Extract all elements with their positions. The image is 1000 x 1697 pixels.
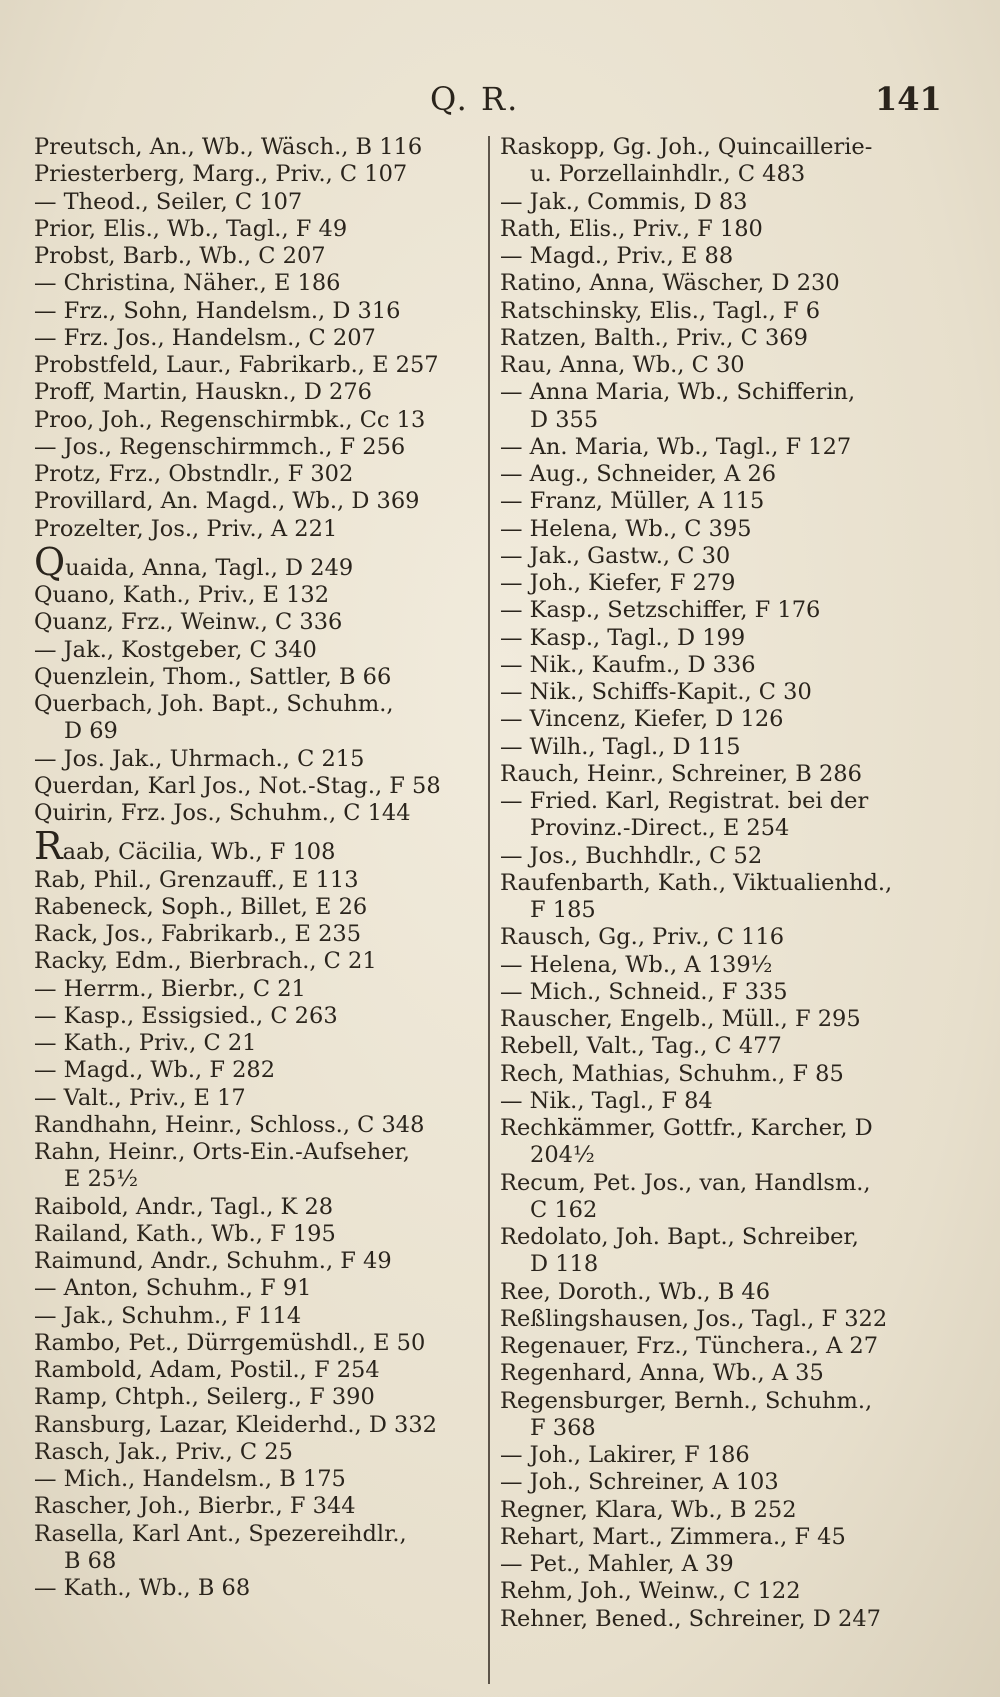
directory-entry: Rahn, Heinr., Orts-Ein.-Aufseher, [34,1139,410,1165]
section-initial: R [34,824,63,869]
directory-entry: — Kasp., Setzschiffer, F 176 [500,597,821,624]
directory-entry: C 162 [530,1196,598,1223]
page-number: 141 [875,80,942,118]
directory-entry: Quirin, Frz. Jos., Schuhm., C 144 [34,800,411,826]
directory-entry: Ratino, Anna, Wäscher, D 230 [500,270,840,297]
directory-entry: — Pet., Mahler, A 39 [500,1551,734,1577]
directory-entry: Ratzen, Balth., Priv., C 369 [500,324,808,351]
column-divider [488,136,490,1684]
directory-entry: Quenzlein, Thom., Sattler, B 66 [34,663,392,690]
directory-entry: Raibold, Andr., Tagl., K 28 [34,1193,334,1220]
directory-entry: — Joh., Kiefer, F 279 [500,570,736,596]
directory-entry: — Magd., Wb., F 282 [34,1057,276,1084]
directory-entry: Querbach, Joh. Bapt., Schuhm., [34,691,394,717]
directory-entry: B 68 [64,1547,117,1574]
directory-entry: — Christina, Näher., E 186 [34,270,341,297]
directory-entry: — Mich., Handelsm., B 175 [34,1466,346,1492]
directory-entry: Rab, Phil., Grenzauff., E 113 [34,866,359,893]
directory-entry: — Jak., Commis, D 83 [500,188,748,215]
directory-entry: Quanz, Frz., Weinw., C 336 [34,609,343,636]
directory-entry: — Jos., Buchhdlr., C 52 [500,842,763,869]
directory-entry: Ree, Doroth., Wb., B 46 [500,1278,771,1305]
directory-entry: Rascher, Joh., Bierbr., F 344 [34,1493,356,1520]
directory-entry: Rack, Jos., Fabrikarb., E 235 [34,921,362,947]
directory-entry: Racky, Edm., Bierbrach., C 21 [34,948,377,975]
directory-entry: Rebell, Valt., Tag., C 477 [500,1033,782,1060]
directory-entry: — Joh., Schreiner, A 103 [500,1469,779,1496]
directory-entry: Randhahn, Heinr., Schloss., C 348 [34,1111,425,1138]
directory-entry: Provillard, An. Magd., Wb., D 369 [34,488,420,515]
directory-entry: Ransburg, Lazar, Kleiderhd., D 332 [34,1411,437,1438]
right-column [500,134,940,1633]
directory-entry: — Herrm., Bierbr., C 21 [34,975,306,1002]
directory-entry: Rambo, Pet., Dürrgemüshdl., E 50 [34,1329,426,1356]
left-column [34,134,474,1602]
directory-entry: — Jak., Schuhm., F 114 [34,1302,302,1329]
section-letters: Q. R. [430,80,520,118]
directory-entry: Rehner, Bened., Schreiner, D 247 [500,1605,881,1632]
directory-entry: Rausch, Gg., Priv., C 116 [500,924,785,951]
directory-entry: Probstfeld, Laur., Fabrikarb., E 257 [34,352,439,378]
directory-entry: D 69 [64,718,118,745]
directory-entry: Rau, Anna, Wb., C 30 [500,352,745,378]
directory-entry: Rehm, Joh., Weinw., C 122 [500,1578,801,1605]
directory-entry: Proo, Joh., Regenschirmbk., Cc 13 [34,406,426,433]
directory-entry: Protz, Frz., Obstndlr., F 302 [34,461,354,487]
directory-entry: Rath, Elis., Priv., F 180 [500,215,763,242]
directory-entry: Regenhard, Anna, Wb., A 35 [500,1360,824,1387]
directory-entry: u. Porzellainhdlr., C 483 [530,161,806,188]
directory-entry: Raskopp, Gg. Joh., Quincaillerie- [500,134,873,160]
directory-entry: Rabeneck, Soph., Billet, E 26 [34,893,368,920]
directory-entry: Rambold, Adam, Postil., F 254 [34,1357,380,1383]
entry-text: uaida, Anna, Tagl., D 249 [65,554,354,581]
directory-entry: — Mich., Schneid., F 335 [500,978,788,1005]
directory-entry: — Kath., Wb., B 68 [34,1575,251,1601]
directory-entry: Priesterberg, Marg., Priv., C 107 [34,161,408,188]
directory-entry: — Fried. Karl, Registrat. bei der [500,788,869,814]
directory-entry: — Vincenz, Kiefer, D 126 [500,706,784,733]
directory-entry: Provinz.-Direct., E 254 [530,815,790,842]
directory-entry: — Kath., Priv., C 21 [34,1030,257,1056]
directory-entry: Railand, Kath., Wb., F 195 [34,1220,336,1247]
directory-entry: D 355 [530,406,599,433]
directory-entry: Rechkämmer, Gottfr., Karcher, D [500,1115,873,1141]
section-initial: Q [34,539,66,584]
directory-entry: Raufenbarth, Kath., Viktualienhd., [500,869,893,896]
directory-entry: — Joh., Lakirer, F 186 [500,1442,750,1468]
directory-entry: Preutsch, An., Wb., Wäsch., B 116 [34,134,423,160]
directory-entry: Reßlingshausen, Jos., Tagl., F 322 [500,1305,888,1332]
directory-entry: Rehart, Mart., Zimmera., F 45 [500,1523,846,1550]
directory-entry [34,824,474,869]
directory-entry: — Helena, Wb., A 139½ [500,951,773,978]
directory-entry: Regensburger, Bernh., Schuhm., [500,1387,873,1414]
entry-text: aab, Cäcilia, Wb., F 108 [62,839,336,866]
directory-entry: Rauch, Heinr., Schreiner, B 286 [500,760,862,787]
directory-entry: Querdan, Karl Jos., Not.-Stag., F 58 [34,772,441,799]
directory-entry: — Jak., Gastw., C 30 [500,542,731,569]
directory-entry: Rasch, Jak., Priv., C 25 [34,1438,293,1465]
directory-entry: Prozelter, Jos., Priv., A 221 [34,515,338,542]
directory-entry: — Frz., Sohn, Handelsm., D 316 [34,297,401,324]
directory-entry: Probst, Barb., Wb., C 207 [34,243,326,269]
directory-entry [34,539,474,584]
directory-entry: Rech, Mathias, Schuhm., F 85 [500,1060,844,1087]
directory-entry: Quano, Kath., Priv., E 132 [34,582,330,608]
directory-entry: — Magd., Priv., E 88 [500,243,734,269]
directory-entry: Rauscher, Engelb., Müll., F 295 [500,1006,861,1032]
directory-entry: — Nik., Kaufm., D 336 [500,651,756,678]
directory-entry: — Frz. Jos., Handelsm., C 207 [34,324,376,351]
directory-entry: — Nik., Tagl., F 84 [500,1087,713,1114]
directory-entry: — Kasp., Essigsied., C 263 [34,1002,338,1029]
directory-entry: E 25½ [64,1166,139,1193]
directory-entry: 204½ [530,1142,595,1169]
directory-entry: Prior, Elis., Wb., Tagl., F 49 [34,215,348,242]
directory-entry: — Aug., Schneider, A 26 [500,461,777,487]
page-header [0,80,1000,120]
directory-entry: — Helena, Wb., C 395 [500,515,752,542]
directory-entry: — Jos. Jak., Uhrmach., C 215 [34,745,365,772]
directory-entry: — An. Maria, Wb., Tagl., F 127 [500,433,852,460]
directory-entry: Proff, Martin, Hauskn., D 276 [34,379,372,406]
directory-entry: Rasella, Karl Ant., Spezereihdlr., [34,1520,407,1547]
directory-entry: Regner, Klara, Wb., B 252 [500,1496,797,1523]
directory-entry: — Theod., Seiler, C 107 [34,188,303,215]
directory-entry: — Anna Maria, Wb., Schifferin, [500,379,856,406]
directory-entry: Regenauer, Frz., Tünchera., A 27 [500,1333,879,1359]
directory-entry: Ratschinsky, Elis., Tagl., F 6 [500,297,821,324]
directory-entry: — Anton, Schuhm., F 91 [34,1275,312,1302]
directory-entry: — Franz, Müller, A 115 [500,488,765,515]
directory-entry: Ramp, Chtph., Seilerg., F 390 [34,1384,375,1411]
directory-entry: — Kasp., Tagl., D 199 [500,624,746,651]
directory-entry: Recum, Pet. Jos., van, Handlsm., [500,1169,871,1196]
directory-entry: — Nik., Schiffs-Kapit., C 30 [500,679,812,705]
directory-entry: — Jak., Kostgeber, C 340 [34,636,317,663]
directory-entry: — Jos., Regenschirmmch., F 256 [34,433,406,460]
directory-entry: F 368 [530,1414,596,1441]
directory-entry: — Valt., Priv., E 17 [34,1084,246,1111]
directory-entry: D 118 [530,1251,599,1278]
directory-entry: F 185 [530,897,596,923]
directory-entry: Raimund, Andr., Schuhm., F 49 [34,1248,392,1274]
directory-entry: Redolato, Joh. Bapt., Schreiber, [500,1224,859,1250]
directory-entry: — Wilh., Tagl., D 115 [500,733,741,760]
